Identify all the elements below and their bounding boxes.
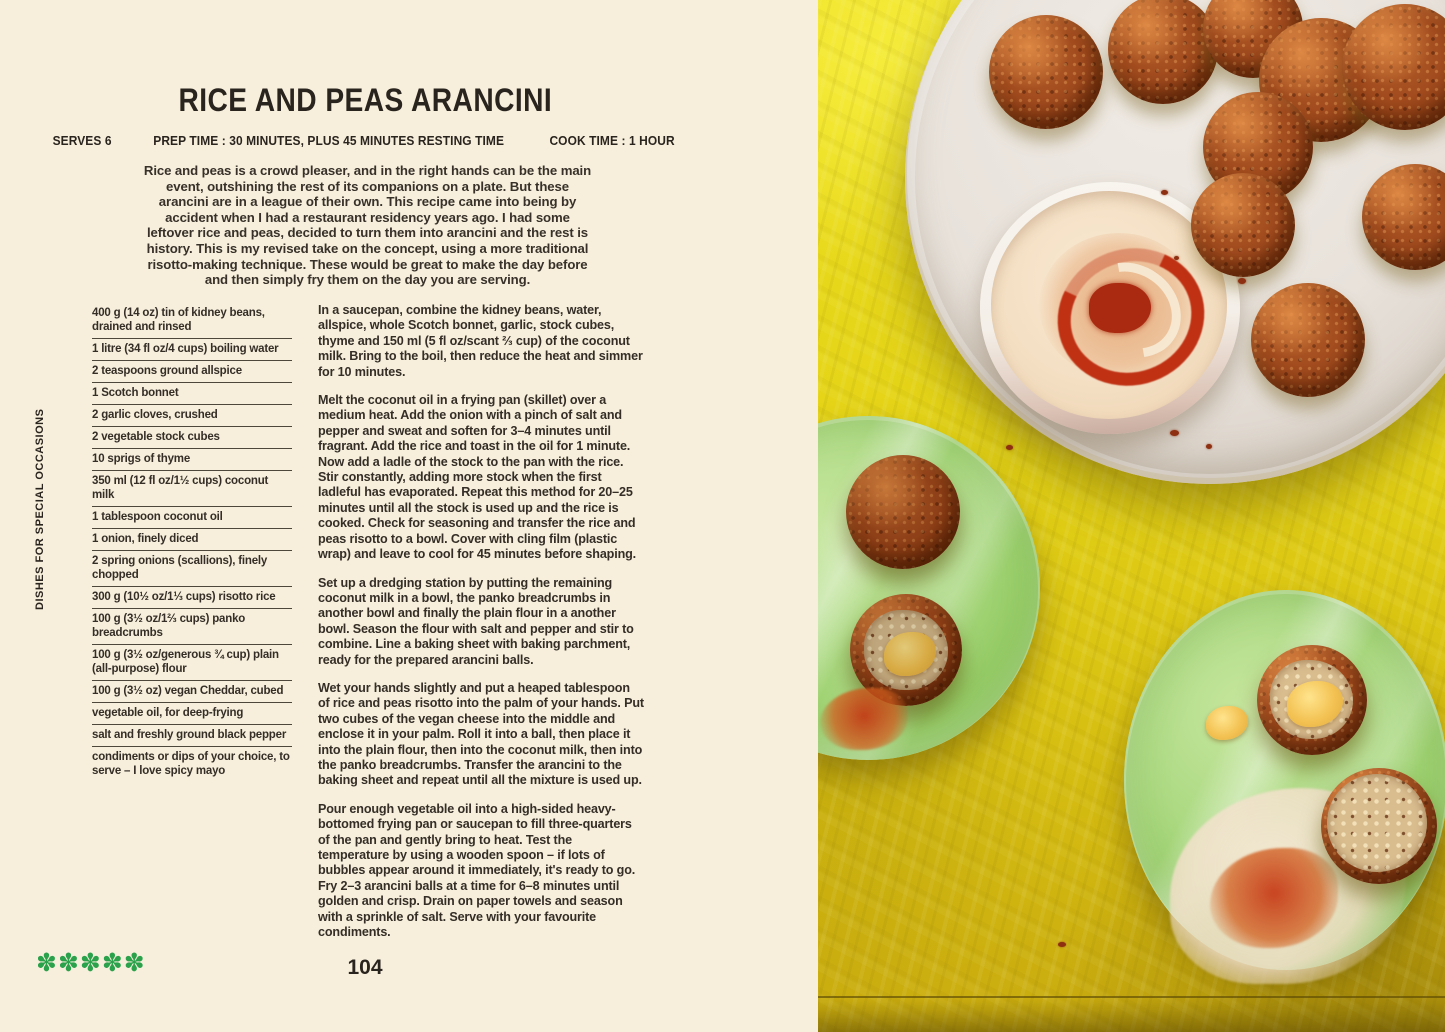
cook-time-label: COOK TIME : 1 HOUR (549, 133, 675, 148)
food-photo (818, 0, 1445, 1032)
ingredient-item: 400 g (14 oz) tin of kidney beans, drained and rinsed (92, 303, 292, 339)
arancini-ball-broken (1257, 645, 1367, 755)
ingredient-item: 1 onion, finely diced (92, 529, 292, 551)
ingredient-item: 10 sprigs of thyme (92, 449, 292, 471)
ingredient-item: vegetable oil, for deep-frying (92, 703, 292, 725)
ingredient-item: 1 litre (34 fl oz/4 cups) boiling water (92, 339, 292, 361)
crumb (1174, 256, 1179, 260)
crumb (1006, 445, 1013, 450)
recipe-intro: Rice and peas is a crowd pleaser, and in the right hands can be the main event, outshining the rest of its companions on a plate. But these arancini are in a league of their own. This recipe came into being by accident when I had a restaurant residency years ago. I had some leftover rice and peas, decided to turn them into arancini and the rest is history. This is my revised take on the concept, using a more traditional risotto-making technique. These would be great to make the day before and then simply fry them on the day you are serving. (143, 163, 592, 288)
method-paragraph: Pour enough vegetable oil into a high-sided heavy-bottomed frying pan or saucepan to fill three-quarters of the pan and gently bring to heat. Test the temperature by using a wooden spoon – if lots of bubbles appear around it immediately, it's ready to go. Fry 2–3 arancini balls at a time for 6–8 minutes until golden and crisp. Drain on paper towels and season with a sprinkle of salt. Serve with your favourite condiments. (318, 801, 636, 940)
ingredient-item: 1 tablespoon coconut oil (92, 507, 292, 529)
crumb (1238, 278, 1246, 284)
recipe-meta-line (45, 133, 685, 148)
cloth-fold-shadow (818, 996, 1445, 1032)
ingredient-item: 100 g (3½ oz/generous ¾ cup) plain (all-purpose) flour (92, 645, 292, 681)
arancini-ball-half (1321, 768, 1437, 884)
stars-decoration: ✽✽✽✽✽ (36, 949, 146, 977)
arancini-ball (1251, 283, 1365, 397)
ingredient-item: 2 garlic cloves, crushed (92, 405, 292, 427)
recipe-title: RICE AND PEAS ARANCINI (178, 82, 552, 118)
crumb (1161, 190, 1168, 195)
serves-label: SERVES 6 (52, 133, 112, 148)
method-paragraph: Wet your hands slightly and put a heaped tablespoon of rice and peas risotto into the palm of your hands. Put two cubes of the vegan cheese into the middle and enclose it in your palm. Roll it into a ball, then place it into the plain flour, then into the coconut milk, then into the panko breadcrumbs. Transfer the arancini to the baking sheet and repeat until all the mixture is used up. (318, 680, 644, 788)
ingredients-list (92, 303, 292, 782)
page-number: 104 (347, 956, 383, 979)
rice-filling (1327, 774, 1427, 872)
crumb (1206, 444, 1212, 449)
arancini-ball (846, 455, 960, 569)
ingredient-item: 2 spring onions (scallions), finely chopped (92, 551, 292, 587)
arancini-ball (1191, 173, 1295, 277)
prep-time-label: PREP TIME : 30 MINUTES, PLUS 45 MINUTES RESTING TIME (153, 133, 505, 148)
ingredient-item: 2 teaspoons ground allspice (92, 361, 292, 383)
arancini-ball (989, 15, 1103, 129)
method-paragraph: Set up a dredging station by putting the remaining coconut milk in a bowl, the panko breadcrumbs in another bowl and finally the plain flour in a another bowl. Season the flour with salt and pepper and stir to combine. Line a baking sheet with baking parchment, ready for the prepared arancini balls. (318, 575, 634, 667)
ingredient-item: 2 vegetable stock cubes (92, 427, 292, 449)
ingredient-item: 1 Scotch bonnet (92, 383, 292, 405)
ingredient-item: 350 ml (12 fl oz/1½ cups) coconut milk (92, 471, 292, 507)
method-steps (318, 303, 644, 953)
ingredient-item: 300 g (10½ oz/1⅓ cups) risotto rice (92, 587, 292, 609)
ingredient-item: 100 g (3½ oz) vegan Cheddar, cubed (92, 681, 292, 703)
method-paragraph: In a saucepan, combine the kidney beans, water, allspice, whole Scotch bonnet, garlic, stock cubes, thyme and 150 ml (5 fl oz/scant ⅔ cup) of the coconut milk. Bring to the boil, then reduce the heat and simmer for 10 minutes. (318, 303, 643, 379)
crumb (1170, 430, 1179, 436)
crumb (1058, 942, 1066, 947)
ingredient-item: 100 g (3½ oz/1⅔ cups) panko breadcrumbs (92, 609, 292, 645)
ingredient-item: salt and freshly ground black pepper (92, 725, 292, 747)
method-paragraph: Melt the coconut oil in a frying pan (skillet) over a medium heat. Add the onion with a pinch of salt and pepper and sweat and soften for 3–4 minutes until fragrant. Add the rice and toast in the oil for 1 minute. Now add a ladle of the stock to the pan with the rice. Stir constantly, adding more stock when the first ladleful has evaporated. Repeat this method for 20–25 minutes until all the stock is used up and the rice is cooked. Check for seasoning and transfer the rice and peas risotto to a bowl. Cover with cling film (plastic wrap) and leave to cool for 45 minutes before shaping. (318, 393, 637, 562)
ingredient-item: condiments or dips of your choice, to serve – I love spicy mayo (92, 751, 290, 778)
chapter-sidebar-label: DISHES FOR SPECIAL OCCASIONS (34, 408, 46, 610)
